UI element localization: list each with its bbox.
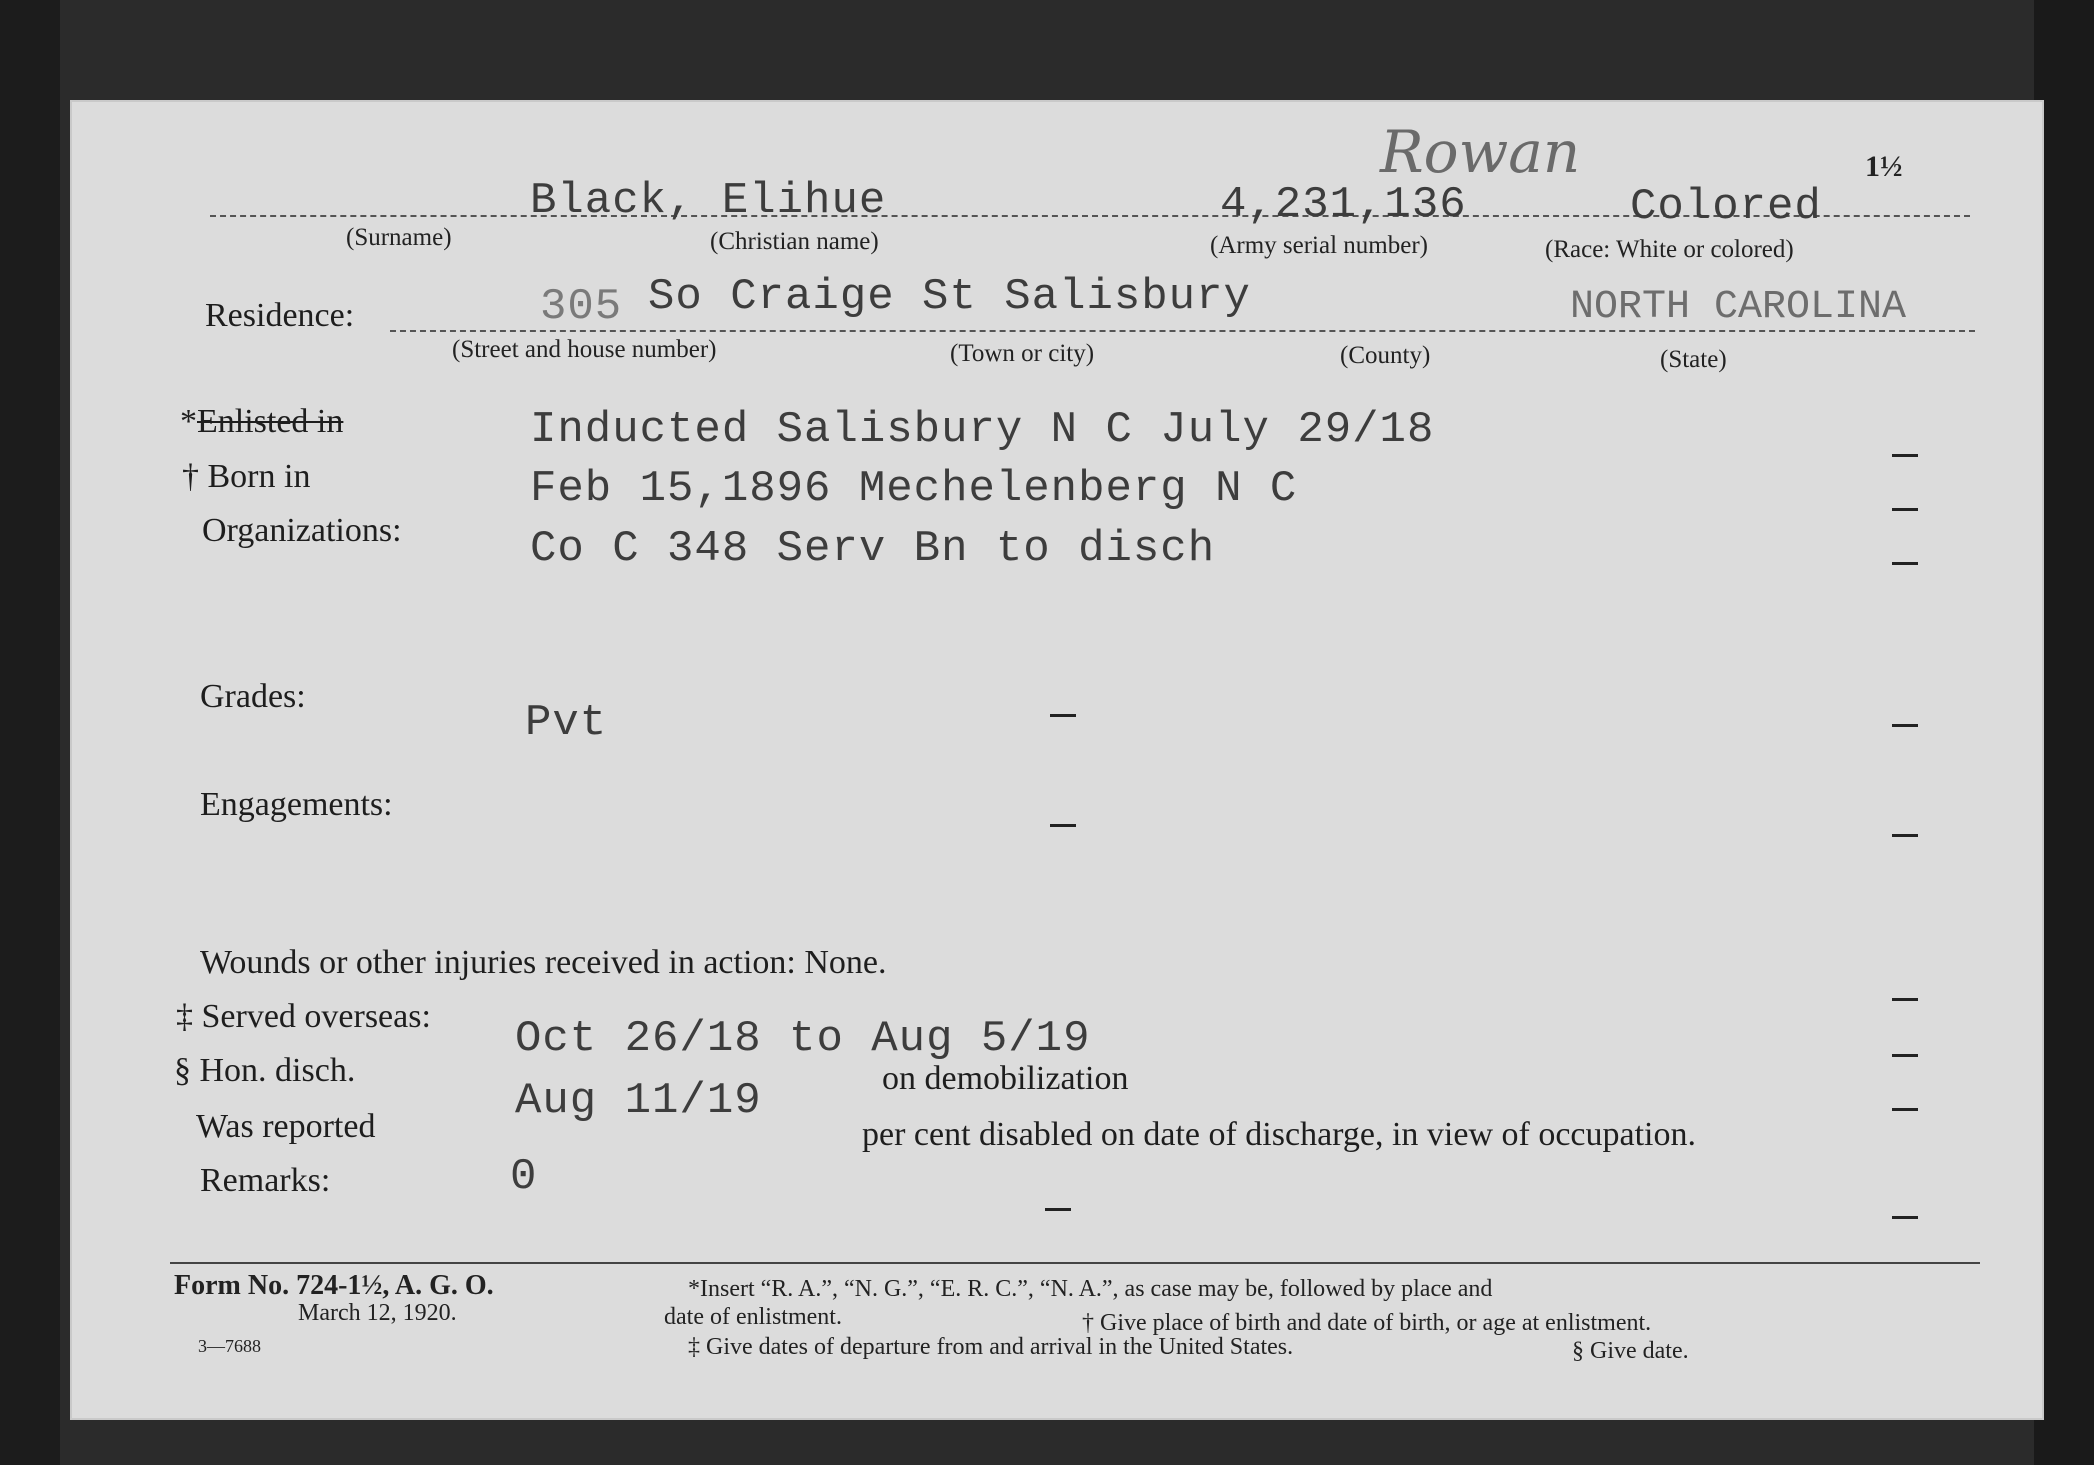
dash — [1892, 454, 1918, 457]
hon-disch-label — [174, 1052, 355, 1090]
hon-disch-value: Aug 11/19 — [515, 1076, 762, 1126]
footnote-overseas: ‡ Give dates of departure from and arrival in the United States. — [688, 1334, 1294, 1360]
dash — [1045, 1208, 1071, 1211]
reported-value: 0 — [510, 1152, 538, 1202]
street-caption: (Street and house number) — [452, 336, 717, 363]
street-number-value: 305 — [540, 282, 623, 332]
footnote-discharge: § Give date. — [1572, 1338, 1689, 1364]
footnote-enlistment-cont: date of enlistment. — [664, 1304, 842, 1330]
card-number: 1½ — [1865, 150, 1903, 183]
county-caption: (County) — [1340, 342, 1431, 369]
christian-name-caption: (Christian name) — [710, 228, 879, 255]
serial-caption: (Army serial number) — [1210, 232, 1428, 259]
born-value: Feb 15,1896 Mechelenberg N C — [530, 464, 1298, 514]
born-marker: † — [182, 458, 199, 495]
form-date: March 12, 1920. — [298, 1300, 457, 1326]
hon-disch-suffix: on demobilization — [882, 1060, 1129, 1097]
engagements-label: Engagements: — [200, 786, 393, 823]
dash — [1892, 1054, 1918, 1057]
residence-label: Residence: — [205, 297, 355, 334]
handwritten-county: Rowan — [1380, 118, 1581, 186]
street-city-value: So Craige St Salisbury — [648, 272, 1251, 322]
enlisted-text: Enlisted in — [197, 403, 344, 440]
dash — [1892, 834, 1918, 837]
footnote-birth: † Give place of birth and date of birth, or age at enlistment. — [1082, 1310, 1652, 1336]
grades-label: Grades: — [200, 678, 306, 715]
dash — [1050, 824, 1076, 827]
wounds-text: Wounds or other injuries received in action: None. — [200, 944, 887, 981]
dash — [1892, 724, 1918, 727]
service-record-card — [70, 100, 2044, 1420]
overseas-label — [176, 998, 431, 1036]
hon-disch-marker: § — [174, 1052, 191, 1089]
residence-line — [390, 330, 1975, 332]
dash — [1892, 562, 1918, 565]
state-caption: (State) — [1660, 346, 1727, 373]
footnote-enlistment: *Insert “R. A.”, “N. G.”, “E. R. C.”, “N. A.”, as case may be, followed by place and — [688, 1276, 1493, 1302]
organizations-label: Organizations: — [202, 512, 402, 549]
town-caption: (Town or city) — [950, 340, 1095, 367]
state-value: NORTH CAROLINA — [1570, 285, 1907, 330]
print-code: 3—7688 — [198, 1336, 261, 1356]
grades-value: Pvt — [525, 698, 608, 748]
race-value: Colored — [1630, 182, 1822, 232]
surname-value: Black, Elihue — [530, 176, 887, 226]
form-number: Form No. 724-1½, A. G. O. — [174, 1270, 494, 1301]
overseas-value: Oct 26/18 to Aug 5/19 — [515, 1014, 1091, 1064]
hon-disch-text: Hon. disch. — [199, 1052, 356, 1089]
overseas-text: Served overseas: — [201, 998, 431, 1035]
remarks-label: Remarks: — [200, 1162, 331, 1199]
dash — [1892, 1108, 1918, 1111]
dash — [1892, 508, 1918, 511]
race-caption: (Race: White or colored) — [1545, 236, 1794, 263]
reported-suffix: per cent disabled on date of discharge, in view of occupation. — [862, 1116, 1696, 1153]
organizations-value: Co C 348 Serv Bn to disch — [530, 524, 1216, 574]
born-label — [182, 458, 310, 496]
scan-border-left — [0, 0, 60, 1465]
enlisted-value: Inducted Salisbury N C July 29/18 — [530, 405, 1435, 455]
dash — [1892, 998, 1918, 1001]
born-text: Born in — [207, 458, 311, 495]
dash — [1892, 1216, 1918, 1219]
surname-caption: (Surname) — [346, 224, 452, 251]
footer-rule — [170, 1262, 1980, 1264]
reported-label: Was reported — [196, 1108, 376, 1145]
overseas-marker: ‡ — [176, 998, 193, 1035]
dash — [1050, 714, 1076, 717]
serial-number-value: 4,231,136 — [1220, 180, 1467, 230]
enlisted-label — [180, 403, 343, 441]
enlisted-marker: * — [180, 403, 197, 440]
